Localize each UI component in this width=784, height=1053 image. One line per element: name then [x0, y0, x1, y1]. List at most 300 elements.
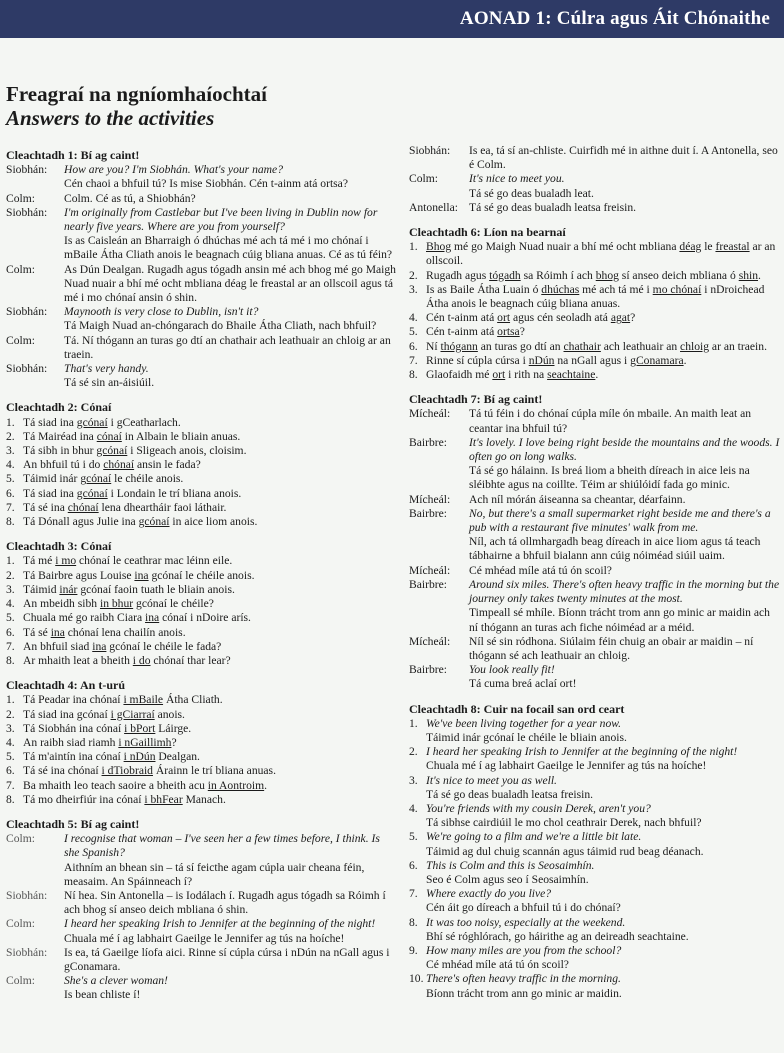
dialogue-text — [469, 493, 781, 507]
underlined-answer: inár — [59, 582, 78, 596]
item-number: 4. — [409, 801, 418, 815]
answer-item — [6, 472, 398, 486]
speaker-name: Siobhán: — [6, 945, 48, 959]
answer-item — [6, 764, 398, 778]
item-number: 6. — [6, 486, 15, 500]
english-line: Around six miles. There's often heavy traffic in the morning but the journey only takes twenty minutes at the most. — [469, 577, 780, 606]
answer-text — [426, 311, 781, 325]
underlined-answer: mo chónaí — [652, 282, 702, 296]
item-number: 5. — [6, 472, 15, 486]
answer-text — [426, 354, 781, 368]
text: Rinne sí cúpla cúrsa i — [426, 353, 529, 367]
underlined-answer: nDún — [528, 353, 555, 367]
text: i Sligeach anois, cloisim. — [127, 444, 247, 458]
answer-text — [23, 611, 398, 625]
speaker-name: Colm: — [6, 974, 35, 988]
text: i gCeatharlach. — [107, 415, 181, 429]
dialogue-text — [64, 362, 398, 390]
underlined-answer: ina — [145, 611, 160, 625]
text: Ba mhaith leo teach saoire a bheith acu — [23, 778, 208, 792]
dialogue-text — [64, 946, 398, 974]
english-line: It was too noisy, especially at the weekend. — [426, 915, 626, 929]
dialogue-text — [64, 889, 398, 917]
answer-item — [6, 430, 398, 444]
item-number: 1. — [6, 693, 15, 707]
text: Tá mo dheirfiúr ina cónaí — [23, 792, 145, 806]
answer-text — [426, 916, 781, 944]
underlined-answer: chloig — [680, 339, 710, 353]
answer-text — [23, 793, 398, 807]
item-number: 2. — [409, 745, 418, 759]
speaker-name: Mícheál: — [409, 492, 451, 506]
answer-text — [23, 597, 398, 611]
dialogue-line — [6, 206, 398, 263]
answer-item — [409, 887, 781, 915]
item-number: 10. — [409, 972, 424, 986]
underlined-answer: i gCiarraí — [110, 707, 155, 721]
answer-item — [409, 354, 781, 368]
item-number: 8. — [409, 915, 418, 929]
item-number: 8. — [6, 653, 15, 667]
dialogue-text — [64, 192, 398, 206]
text: Tá siad ina — [23, 415, 77, 429]
answer-item — [409, 774, 781, 802]
dialogue-line — [409, 507, 781, 564]
exercise-8 — [409, 702, 781, 1001]
irish-line: Tá Maigh Nuad an-chóngarach do Bhaile Átha Cliath, nach bhfuil? — [64, 319, 377, 333]
text: na nGall agus i — [554, 353, 631, 367]
english-line: I recognise that woman – I've seen her a few times before, I think. Is she Spanish? — [64, 832, 380, 860]
text: . — [758, 268, 761, 282]
irish-line: Tá sé go deas bualadh leatsa freisin. — [426, 787, 594, 801]
exercise-3 — [6, 539, 398, 668]
dialogue-line — [409, 635, 781, 663]
item-number: 8. — [6, 515, 15, 529]
item-number: 2. — [6, 707, 15, 721]
text: lena dheartháir faoi láthair. — [98, 500, 227, 514]
dialogue-line — [409, 493, 781, 507]
text: an turas go dtí an — [477, 339, 564, 353]
exercise-5-continued — [409, 144, 781, 215]
answer-text — [23, 722, 398, 736]
item-number: 3. — [6, 582, 15, 596]
item-number: 4. — [6, 735, 15, 749]
exercise-2 — [6, 400, 398, 529]
item-number: 5. — [6, 611, 15, 625]
answer-list — [409, 240, 781, 382]
answer-text — [23, 779, 398, 793]
english-line: You look really fit! — [469, 663, 555, 677]
speaker-name: Antonella: — [409, 200, 458, 214]
text: sí anseo deich mbliana ó — [618, 268, 739, 282]
answer-item — [6, 750, 398, 764]
text: chónaí lena chailín anois. — [64, 625, 186, 639]
answer-text — [23, 569, 398, 583]
answer-item — [6, 501, 398, 515]
english-line: Maynooth is very close to Dublin, isn't it? — [64, 305, 259, 319]
answer-item — [6, 515, 398, 529]
underlined-answer: ina — [50, 625, 65, 639]
answer-text — [426, 944, 781, 972]
text: . — [683, 353, 687, 367]
speaker-name: Bairbre: — [409, 577, 447, 591]
exercise-1 — [6, 148, 398, 390]
irish-line: Colm. Cé as tú, a Shiobhán? — [64, 191, 196, 205]
page-heading — [6, 82, 267, 130]
answer-item — [6, 569, 398, 583]
text: Tá Bairbre agus Louise — [23, 568, 135, 582]
text: Tá sibh in bhur — [23, 444, 97, 458]
answer-item — [6, 626, 398, 640]
speaker-name: Colm: — [6, 191, 35, 205]
underlined-answer: cónaí — [96, 429, 122, 443]
english-line: That's very handy. — [64, 362, 149, 376]
text: i Londain le trí bliana anois. — [107, 486, 242, 500]
underlined-answer: ina — [134, 568, 149, 582]
text: Átha Cliath. — [163, 693, 223, 707]
english-line: It's lovely. I love being right beside the mountains and the woods. I often go on long walks. — [469, 435, 780, 464]
underlined-answer: freastal — [715, 240, 750, 254]
text: i nDroichead Átha anois le beagnach cúig bliana anuas. — [426, 282, 765, 311]
underlined-answer: gcónaí — [96, 444, 128, 458]
dialogue-line — [6, 889, 398, 917]
dialogue-line — [409, 201, 781, 215]
text: Cén t-ainm atá — [426, 325, 498, 339]
underlined-answer: i bhFear — [144, 792, 183, 806]
item-number: 7. — [6, 639, 15, 653]
text: mé go Maigh Nuad nuair a bhí mé ocht mbliana — [451, 240, 680, 254]
header-bar — [0, 0, 784, 38]
english-line: How are you? I'm Siobhán. What's your name? — [64, 163, 283, 177]
speaker-name: Colm: — [6, 917, 35, 931]
underlined-answer: déag — [679, 240, 702, 254]
heading-english: Answers to the activities — [6, 106, 215, 130]
unit-title: AONAD 1: Cúlra agus Áit Chónaithe — [459, 8, 770, 29]
item-number: 6. — [409, 339, 418, 353]
dialogue — [6, 832, 398, 1002]
answer-item — [409, 283, 781, 311]
answer-item — [6, 611, 398, 625]
item-number: 2. — [6, 429, 15, 443]
answer-text — [426, 269, 781, 283]
text: i rith na — [505, 368, 548, 382]
answer-text — [426, 240, 781, 268]
irish-line: Tá sé sin an-áisiúil. — [64, 376, 155, 390]
underlined-answer: ortsa — [497, 325, 520, 339]
english-line: This is Colm and this is Seosaimhín. — [426, 858, 595, 872]
irish-line: Tá sé go deas bualadh leat. — [469, 186, 594, 200]
item-number: 2. — [6, 568, 15, 582]
irish-line: Ní hea. Sin Antonella – is Iodálach í. Rugadh agus tógadh sa Róimh í ach bhog sí anseo deich mbliana ó shin. — [64, 888, 386, 917]
underlined-answer: gcónaí — [138, 515, 170, 529]
answer-item — [409, 916, 781, 944]
irish-line: Tá. Ní thógann an turas go dtí an chathair ach leathuair an chloig ar an traein. — [64, 333, 391, 361]
irish-line: Chuala mé í ag labhairt Gaeilge le Jennifer ag tús na hoíche! — [426, 759, 707, 773]
underlined-answer: i mo — [55, 554, 77, 568]
answer-item — [409, 325, 781, 339]
right-column — [409, 144, 781, 1011]
irish-line: As Dún Dealgan. Rugadh agus tógadh ansin mé ach bhog mé go Maigh Nuad nuair a bhí mé ocht mbliana déag le freastal ar an ollscoil agus tá mé i mo chónaí ansin ó shin. — [64, 262, 396, 305]
answer-item — [6, 554, 398, 568]
underlined-answer: gcónaí — [76, 415, 108, 429]
dialogue-text — [64, 263, 398, 306]
irish-line: Ach níl mórán áiseanna sa cheantar, déarfainn. — [469, 492, 686, 506]
underlined-answer: in Aontroim — [207, 778, 265, 792]
text: Dealgan. — [155, 750, 200, 764]
answer-text — [426, 283, 781, 311]
item-number: 3. — [6, 721, 15, 735]
answer-item — [409, 745, 781, 773]
underlined-answer: agat — [610, 311, 631, 325]
answer-text — [23, 583, 398, 597]
answer-text — [23, 430, 398, 444]
item-number: 1. — [409, 716, 418, 730]
answer-text — [426, 859, 781, 887]
item-number: 6. — [409, 858, 418, 872]
answer-item — [409, 311, 781, 325]
text: le chéile anois. — [111, 472, 184, 486]
underlined-answer: bhog — [595, 268, 619, 282]
text: in Albain le bliain anuas. — [121, 429, 241, 443]
answer-item — [6, 736, 398, 750]
item-number: 7. — [6, 500, 15, 514]
dialogue-line — [409, 172, 781, 200]
item-number: 9. — [409, 943, 418, 957]
english-line: We're going to a film and we're a little bit late. — [426, 830, 642, 844]
irish-line: Seo é Colm agus seo í Seosaimhín. — [426, 872, 589, 886]
answer-text — [23, 654, 398, 668]
text: Tá sé ina — [23, 500, 68, 514]
dialogue-text — [64, 832, 398, 889]
text: Tá Siobhán ina cónaí — [23, 721, 125, 735]
dialogue-line — [6, 305, 398, 333]
item-number: 4. — [409, 311, 418, 325]
underlined-answer: gcónaí — [76, 486, 108, 500]
answer-item — [409, 269, 781, 283]
exercise-title: Cleachtadh 7: Bí ag caint! — [409, 392, 543, 407]
irish-line: Táimid ag dul chuig scannán agus táimid rud beag déanach. — [426, 844, 704, 858]
irish-line: Timpeall sé mhíle. Bíonn trácht trom ann go minic ar maidin ach ní thógann an turas ach fiche nóiméad ar a méid. — [469, 606, 770, 634]
answer-text — [426, 972, 781, 1000]
speaker-name: Mícheál: — [409, 634, 451, 648]
underlined-answer: i nDún — [123, 750, 156, 764]
text: agus cén seoladh atá — [510, 311, 611, 325]
speaker-name: Siobhán: — [6, 305, 48, 319]
text: Glaofaidh mé — [426, 368, 493, 382]
exercise-6 — [409, 225, 781, 382]
irish-line: Tá tú féin i do chónaí cúpla míle ón mbaile. An maith leat an ceantar ina bhfuil tú? — [469, 407, 752, 435]
answer-item — [409, 368, 781, 382]
speaker-name: Mícheál: — [409, 563, 451, 577]
text: anois. — [154, 707, 185, 721]
text: chónaí thar lear? — [150, 653, 231, 667]
answer-text — [426, 887, 781, 915]
dialogue-text — [469, 564, 781, 578]
answer-list — [6, 416, 398, 530]
text: gcónaí faoin tuath le bliain anois. — [77, 582, 235, 596]
answer-text — [426, 745, 781, 773]
irish-line: Bíonn trácht trom ann go minic ar maidin. — [426, 986, 622, 1000]
speaker-name: Colm: — [409, 172, 438, 186]
answer-item — [6, 793, 398, 807]
underlined-answer: chónaí — [67, 500, 99, 514]
irish-line: Bhí sé róghlórach, go háirithe ag an deireadh seachtaine. — [426, 929, 689, 943]
answer-item — [6, 583, 398, 597]
text: Rugadh agus — [426, 268, 490, 282]
speaker-name: Colm: — [6, 832, 35, 846]
answer-text — [23, 472, 398, 486]
speaker-name: Siobhán: — [6, 163, 48, 177]
text: ? — [630, 311, 636, 325]
answer-text — [426, 774, 781, 802]
answer-text — [23, 626, 398, 640]
irish-line: Cé mhéad míle atá tú ón scoil? — [426, 958, 569, 972]
answer-item — [6, 640, 398, 654]
answer-item — [409, 859, 781, 887]
exercise-title: Cleachtadh 4: An t-urú — [6, 678, 126, 693]
irish-line: Is ea, tá sí an-chliste. Cuirfidh mé in aithne duit í. A Antonella, seo é Colm. — [469, 144, 778, 172]
text: . — [264, 778, 268, 792]
exercise-title: Cleachtadh 3: Cónaí — [6, 539, 112, 554]
answer-text — [23, 764, 398, 778]
exercise-title: Cleachtadh 5: Bí ag caint! — [6, 816, 140, 831]
answer-item — [409, 717, 781, 745]
exercise-title: Cleachtadh 1: Bí ag caint! — [6, 148, 140, 162]
answer-item — [6, 693, 398, 707]
text: ? — [171, 735, 177, 749]
irish-line: Táimid inár gcónaí le chéile le bliain anois. — [426, 730, 627, 744]
underlined-answer: i do — [132, 653, 151, 667]
dialogue-text — [64, 163, 398, 191]
text: Láirge. — [155, 721, 192, 735]
underlined-answer: tógadh — [489, 268, 521, 282]
item-number: 1. — [6, 554, 15, 568]
irish-line: Tá sé go deas bualadh leatsa freisin. — [469, 200, 637, 214]
dialogue-text — [469, 144, 781, 172]
answer-text — [23, 416, 398, 430]
item-number: 5. — [409, 325, 418, 339]
underlined-answer: i mBaile — [123, 693, 164, 707]
dialogue-line — [6, 917, 398, 945]
answer-item — [409, 240, 781, 268]
exercise-title: Cleachtadh 8: Cuir na focail san ord ceart — [409, 701, 625, 716]
item-number: 8. — [409, 368, 418, 382]
item-number: 3. — [409, 773, 418, 787]
answer-text — [23, 554, 398, 568]
text: Tá Mairéad ina — [23, 429, 97, 443]
irish-line: Cé mhéad míle atá tú ón scoil? — [469, 563, 612, 577]
answer-text — [426, 830, 781, 858]
answer-text — [426, 802, 781, 830]
answer-item — [409, 802, 781, 830]
dialogue-line — [409, 436, 781, 493]
underlined-answer: dhúchas — [541, 282, 580, 296]
text: Tá Peadar ina chónaí — [23, 693, 124, 707]
item-number: 3. — [409, 282, 418, 296]
answer-item — [6, 416, 398, 430]
english-line: She's a clever woman! — [64, 974, 168, 988]
text: An raibh siad riamh — [23, 735, 119, 749]
text: Táimid inár — [23, 472, 81, 486]
dialogue-text — [64, 206, 398, 263]
text: Chuala mé go raibh Ciara — [23, 611, 146, 625]
dialogue-line — [409, 663, 781, 691]
irish-line: Is as Caisleán an Bharraigh ó dhúchas mé ach tá mé i mo chónaí i mBaile Átha Cliath anois le beagnach cúig bliana anuas. Cé as tú féin? — [64, 234, 393, 262]
item-number: 4. — [6, 597, 15, 611]
text: chónaí le ceathrar mac léinn eile. — [76, 554, 233, 568]
dialogue-text — [469, 201, 781, 215]
english-line: I'm originally from Castlebar but I've been living in Dublin now for nearly five years. Where are you from yourself? — [64, 205, 378, 234]
answer-item — [409, 830, 781, 858]
dialogue — [409, 144, 781, 215]
item-number: 6. — [6, 764, 15, 778]
item-number: 8. — [6, 792, 15, 806]
speaker-name: Siobhán: — [6, 205, 48, 219]
irish-line: Níl sé sin ródhona. Siúlaim féin chuig an obair ar maidin – ní thógann sé ach leathuair an chloig. — [469, 634, 754, 662]
text: Tá siad ina gcónaí — [23, 707, 111, 721]
dialogue-text — [64, 917, 398, 945]
text: Árainn le trí bliana anuas. — [152, 764, 276, 778]
text: sa Róimh í ach — [520, 268, 596, 282]
irish-line: Tá cuma breá aclaí ort! — [469, 677, 577, 691]
answer-list — [6, 554, 398, 668]
item-number: 7. — [409, 353, 418, 367]
answer-text — [23, 444, 398, 458]
item-number: 3. — [6, 444, 15, 458]
item-number: 1. — [409, 240, 418, 254]
item-number: 4. — [6, 458, 15, 472]
text: le — [701, 240, 716, 254]
text: ? — [519, 325, 525, 339]
item-number: 5. — [409, 830, 418, 844]
dialogue-line — [6, 362, 398, 390]
answer-text — [23, 736, 398, 750]
exercise-title: Cleachtadh 2: Cónaí — [6, 400, 112, 415]
text: Tá sé — [23, 625, 51, 639]
answer-item — [6, 444, 398, 458]
dialogue-text — [469, 663, 781, 691]
dialogue-line — [409, 564, 781, 578]
underlined-answer: i bPort — [124, 721, 156, 735]
underlined-answer: gcónaí — [80, 472, 112, 486]
irish-line: Is ea, tá Gaeilge líofa aici. Rinne sí cúpla cúrsa i nDún na nGall agus i gConamara. — [64, 945, 390, 973]
speaker-name: Siobhán: — [6, 888, 48, 902]
english-line: I heard her speaking Irish to Jennifer at the beginning of the night! — [64, 917, 376, 931]
underlined-answer: ort — [492, 368, 506, 382]
english-line: It's nice to meet you. — [469, 172, 565, 186]
english-line: No, but there's a small supermarket right beside me and there's a pub with a restaurant five minutes' walk from me. — [469, 506, 771, 535]
answer-text — [23, 515, 398, 529]
item-number: 6. — [6, 625, 15, 639]
answer-item — [409, 340, 781, 354]
text: in aice liom anois. — [169, 515, 258, 529]
underlined-answer: seachtaine — [547, 368, 596, 382]
answer-item — [6, 654, 398, 668]
text: Tá m'aintín ina cónaí — [23, 750, 124, 764]
underlined-answer: in bhur — [99, 597, 134, 611]
underlined-answer: ina — [92, 639, 107, 653]
text: . — [595, 368, 599, 382]
dialogue-line — [409, 578, 781, 635]
left-column — [6, 148, 398, 1013]
dialogue-text — [469, 507, 781, 564]
text: Manach. — [182, 792, 226, 806]
irish-line: Cén chaoi a bhfuil tú? Is mise Siobhán. Cén t-ainm atá ortsa? — [64, 177, 348, 191]
text: ansin le fada? — [134, 458, 201, 472]
answer-text — [23, 458, 398, 472]
underlined-answer: chathair — [563, 339, 601, 353]
answer-list — [409, 717, 781, 1001]
